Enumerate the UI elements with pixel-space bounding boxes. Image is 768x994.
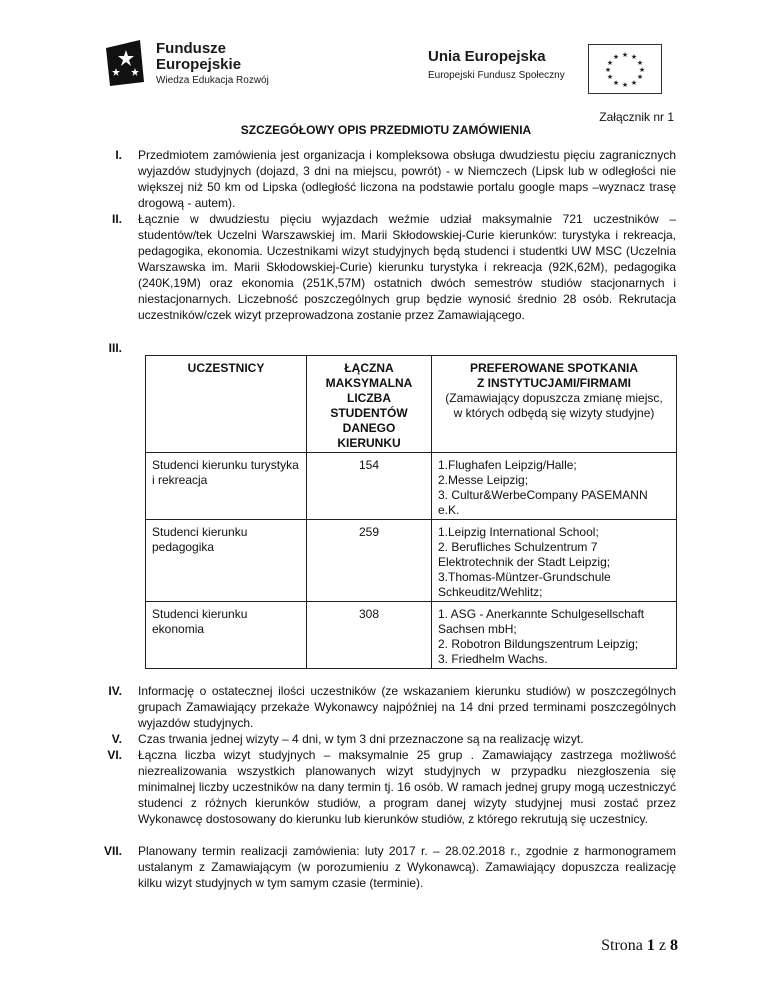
participants-cell: Studenci kierunku ekonomia: [146, 602, 307, 669]
meeting-item: 3.Thomas-Müntzer-Grundschule Schkeuditz/Wehlitz;: [438, 570, 611, 599]
svg-text:★: ★: [612, 53, 620, 61]
header-line: STUDENTÓW: [330, 406, 408, 420]
participants-cell: Studenci kierunku pedagogika: [146, 520, 307, 602]
svg-text:★: ★: [630, 79, 638, 87]
header-note: w których odbędą się wizyty studyjne): [453, 406, 655, 420]
meeting-item: 2. Robotron Bildungszentrum Leipzig;: [438, 637, 639, 651]
footer-page-total: 8: [670, 937, 678, 954]
page-footer: [601, 937, 678, 955]
header-line: Z INSTYTUCJAMI/FIRMAMI: [477, 376, 631, 390]
footer-separator: z: [654, 937, 670, 954]
fe-logo-line1: Fundusze: [156, 40, 226, 57]
header-line: DANEGO: [342, 421, 396, 435]
participants-cell: Studenci kierunku turystyka i rekreacja: [146, 453, 307, 520]
footer-page-number: 1: [646, 937, 655, 954]
meeting-item: 2.Messe Leipzig;: [438, 473, 529, 487]
count-cell: 154: [307, 453, 432, 520]
count-cell: 308: [307, 602, 432, 669]
svg-text:★: ★: [638, 66, 646, 74]
section-number: V.: [111, 732, 122, 746]
annex-label: Załącznik nr 1: [599, 110, 674, 124]
eu-flag-icon: [588, 44, 662, 94]
header-line: KIERUNKU: [337, 436, 401, 450]
header-line: LICZBA: [347, 391, 391, 405]
table-row: [146, 602, 677, 669]
svg-text:★: ★: [606, 59, 614, 67]
svg-text:★: ★: [606, 73, 614, 81]
meeting-item: 3. Friedhelm Wachs.: [438, 652, 548, 666]
svg-text:★: ★: [604, 66, 612, 74]
svg-text:★: ★: [621, 51, 629, 59]
header-line: ŁĄCZNA: [344, 361, 394, 375]
section-text: Łącznie w dwudziestu pięciu wyjazdach weźmie udział maksymalnie 721 uczestników – studentów/tek Uczelni Warszawskiej im. Marii Skłodowskiej-Curie kierunków: turystyka i rekreacja, pedagogika, ekonomia. Uczestnikami wizyt studyjnych będą studenci i studentki UW MSC (Uczelnia Warszawska im. Marii Skłodowskiej-Curie) kierunku turystyka i rekreacja (92K,62M), pedagogika (240K,19M) oraz ekonomia (251K,57M) ostatnich dwóch semestrów studiów stacjonarnych i niestacjonarnych. Liczebność poszczególnych grup będzie wynosić średnio 28 osób. Rekrutacja uczestników/czek wizyt przeprowadzona zostanie przez Zamawiającego.: [138, 212, 676, 322]
section-text: Informację o ostatecznej ilości uczestników (ze wskazaniem kierunku studiów) w poszczególnych grupach Zamawiający przekaże Wykonawcy najpóźniej na 14 dni przed terminami poszczególnych wyjazdów studyjnych.: [138, 684, 676, 730]
header-meetings: [432, 356, 677, 453]
section-number: II.: [111, 212, 122, 226]
meeting-item: 1. ASG - Anerkannte Schulgesellschaft Sachsen mbH;: [438, 607, 645, 636]
fundusze-europejskie-logo: [104, 38, 304, 88]
meetings-cell: [432, 453, 677, 520]
section-number: I.: [115, 148, 122, 162]
meeting-item: 1.Flughafen Leipzig/Halle;: [438, 458, 577, 472]
meetings-cell: [432, 520, 677, 602]
header-line: PREFEROWANE SPOTKANIA: [469, 361, 638, 375]
meeting-item: 3. Cultur&WerbeCompany PASEMANN e.K.: [438, 488, 648, 517]
section-text: Czas trwania jednej wizyty – 4 dni, w tym 3 dni przeznaczone są na realizację wizyt.: [138, 732, 584, 746]
header-line: MAKSYMALNA: [325, 376, 413, 390]
svg-text:★: ★: [636, 73, 644, 81]
table-header-row: [146, 356, 677, 453]
section-text: Łączna liczba wizyt studyjnych – maksymalnie 25 grup . Zamawiający zastrzega możliwość niezrealizowania wszystkich planowanych wizyt studyjnych w przypadku niezgłoszenia się minimalnej liczby uczestników na dany termin tj. 16 osób. W ramach jednej grupy mogą uczestniczyć studenci z różnych kierunków studiów, a program danej wizyty studyjnej musi zostać przez Wykonawcę dostosowany do kierunku lub kierunków studiów, z którego rekrutują się uczestnicy.: [138, 748, 676, 826]
page-title: SZCZEGÓŁOWY OPIS PRZEDMIOTU ZAMÓWIENIA: [240, 123, 532, 137]
count-cell: 259: [307, 520, 432, 602]
table-row: [146, 520, 677, 602]
section-number: III.: [108, 341, 122, 355]
section-number: VI.: [107, 748, 122, 762]
footer-prefix: Strona: [601, 937, 647, 954]
fe-logo-line3: Wiedza Edukacja Rozwój: [156, 75, 269, 86]
svg-text:★: ★: [636, 59, 644, 67]
meeting-item: 1.Leipzig International School;: [438, 525, 599, 539]
meeting-item: 2. Berufliches Schulzentrum 7 Elektrotechnik der Stadt Leipzig;: [438, 540, 611, 569]
svg-text:★: ★: [630, 53, 638, 61]
header-participants: UCZESTNICY: [146, 356, 307, 453]
svg-text:★: ★: [621, 81, 629, 89]
meetings-cell: [432, 602, 677, 669]
ue-logo-line1: Unia Europejska: [428, 48, 546, 65]
unia-europejska-logo: [428, 44, 678, 94]
fe-logo-line2: Europejskie: [156, 56, 242, 73]
header-note: (Zamawiający dopuszcza zmianę miejsc,: [445, 391, 663, 405]
header-max-count: [307, 356, 432, 453]
section-number: IV.: [108, 684, 122, 698]
star-flag-icon: [104, 38, 148, 88]
table-row: [146, 453, 677, 520]
section-text: Przedmiotem zamówienia jest organizacja i kompleksowa obsługa dwudziestu pięciu zagranicznych wyjazdów studyjnych (dojazd, 3 dni na miejscu, powrót) - w Niemczech (Lipsk lub w odległości nie większej niż 50 km od Lipska (odległość liczona na podstawie portalu google maps –wyznacz trasę drogową - autem).: [138, 148, 676, 210]
participants-table: [145, 355, 677, 669]
svg-text:★: ★: [612, 79, 620, 87]
ue-logo-line2: Europejski Fundusz Społeczny: [428, 70, 565, 81]
section-text: Planowany termin realizacji zamówienia: luty 2017 r. – 28.02.2018 r., zgodnie z harmonogramem ustalanym z Zamawiającym (w porozumieniu z Wykonawcą). Zamawiający dopuszcza realizację kilku wizyt studyjnych w tym samym czasie (terminie).: [138, 844, 676, 890]
section-number: VII.: [103, 844, 122, 858]
